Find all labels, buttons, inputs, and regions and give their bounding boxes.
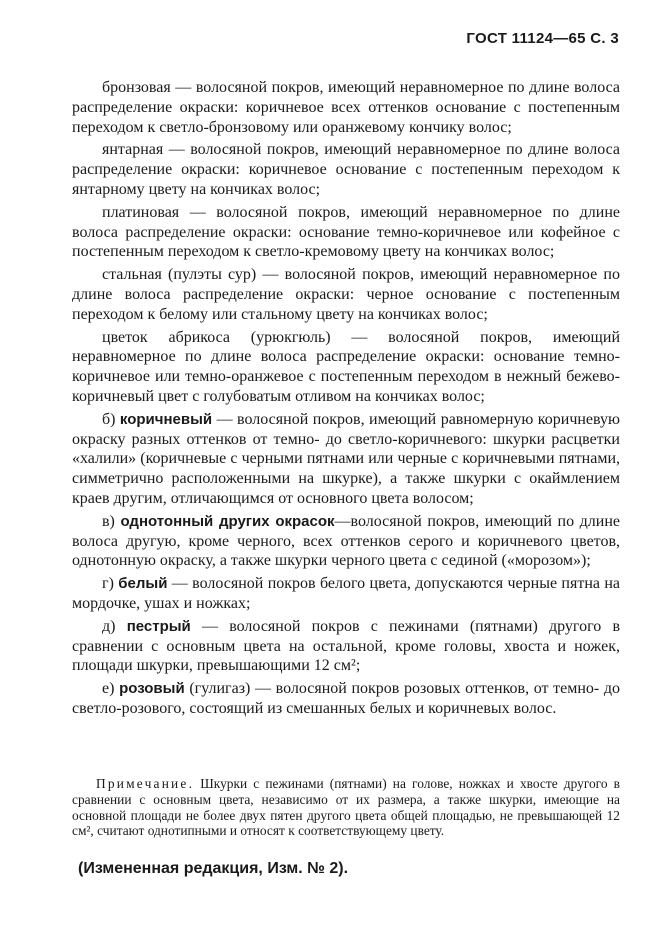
definition-text: — волосяной покров белого цвета, допускаются черные пятна на мордочке, ушах и ножках; bbox=[72, 575, 621, 612]
definition-term: стальная (пулэты сур) bbox=[102, 266, 257, 284]
definition-prefix: д) bbox=[102, 617, 127, 635]
definition-single-tone-other bbox=[72, 512, 620, 571]
note-label: Примечание. bbox=[96, 776, 195, 791]
definition-term: белый bbox=[118, 575, 168, 593]
definition-steel bbox=[72, 265, 620, 324]
note-block bbox=[72, 776, 620, 839]
definition-term: цветок абрикоса (урюкгюль) bbox=[102, 328, 331, 346]
definition-prefix: е) bbox=[102, 680, 120, 698]
definition-platinum bbox=[72, 203, 620, 262]
definition-text: — волосяной покров, имеющий неравномерное по длине волоса распределение окраски: основание темно-коричневое или кофейное с постепенным переходом к светло-кремовому цвету на кончиках волос; bbox=[72, 203, 620, 261]
definition-bronze bbox=[72, 78, 620, 137]
definition-term: коричневый bbox=[119, 410, 213, 428]
definition-term: пестрый bbox=[126, 617, 191, 635]
definition-apricot-flower bbox=[72, 328, 620, 407]
definition-prefix: б) bbox=[102, 410, 120, 428]
definition-amber bbox=[72, 140, 620, 199]
definitions-list bbox=[72, 78, 620, 722]
definition-term: янтарная bbox=[102, 141, 164, 159]
definition-white bbox=[72, 574, 620, 614]
definition-text: — волосяной покров, имеющий неравномерное по длине волоса распределение окраски: черное основание с постепенным переходом к белому или стальному цвету на кончиках волос; bbox=[72, 266, 620, 323]
definition-term: однотонный других окрасок bbox=[120, 512, 335, 530]
definition-text: — волосяной покров, имеющий равномерную коричневую окраску разных оттенков от темно- до светло-коричневого: шкурки расцветки «халили» (коричневые с черными пятнами или черные с коричневыми пятнами, симметрично расположенными на шкурке), а также шкурки с окаймлением краев другим, отличающимся от основного цвета волосом; bbox=[72, 410, 620, 507]
definition-text: (гулигаз) — волосяной покров розовых оттенков, от темно- до светло-розового, состоящий из смешанных белых и коричневых волос. bbox=[72, 680, 620, 717]
definition-term: розовый bbox=[119, 680, 185, 698]
definition-term: бронзовая bbox=[102, 79, 171, 96]
definition-prefix: в) bbox=[102, 512, 121, 530]
note-text: Шкурки с пежинами (пятнами) на голове, ножках и хвосте другого в сравнении с основным цвета, независимо от их размера, а также шкурки, имеющие на основной площади не более двух пятен другого цвета общей площадью, не превышающей 12 см², считают однотипными и относят к соответствующему цвету. bbox=[72, 776, 620, 839]
definition-text: —волосяной покров, имеющий по длине волоса другую, кроме черного, всех оттенков серого и коричневого цветов, однотонную окраску, а также шкурки черного цвета с сединой («морозом»); bbox=[72, 512, 620, 570]
page-header-standard: ГОСТ 11124—65 С. 3 bbox=[466, 30, 619, 47]
definition-term: платиновая bbox=[102, 203, 180, 221]
definition-pink bbox=[72, 679, 620, 719]
definition-text: — волосяной покров, имеющий неравномерное по длине волоса распределение окраски: коричневое всех оттенков основание с постепенным переходом к светло-бронзовому или оранжевому кончику волос; bbox=[72, 79, 620, 136]
definition-text: — волосяной покров с пежинами (пятнами) другого в сравнении с основным цвета на остальной, кроме головы, хвоста и ножек, площади шкурки, превышающими 12 см²; bbox=[72, 617, 621, 675]
definition-piebald bbox=[72, 617, 620, 676]
definition-text: — волосяной покров, имеющий неравномерное по длине волоса распределение окраски: коричневое основание с постепенным переходом к янтарному цвету на кончиках волос; bbox=[72, 141, 620, 198]
amendment-notice: (Измененная редакция, Изм. № 2). bbox=[78, 860, 349, 877]
definition-text: — волосяной покров, имеющий неравномерное по длине волоса распределение окраски: основание темно-коричневое или темно-оранжевое с постепенным переходом в нежный бежево-коричневый цвет с голубоватым отливом на кончиках волос; bbox=[72, 328, 620, 405]
definition-prefix: г) bbox=[102, 575, 119, 593]
definition-brown bbox=[72, 410, 620, 509]
